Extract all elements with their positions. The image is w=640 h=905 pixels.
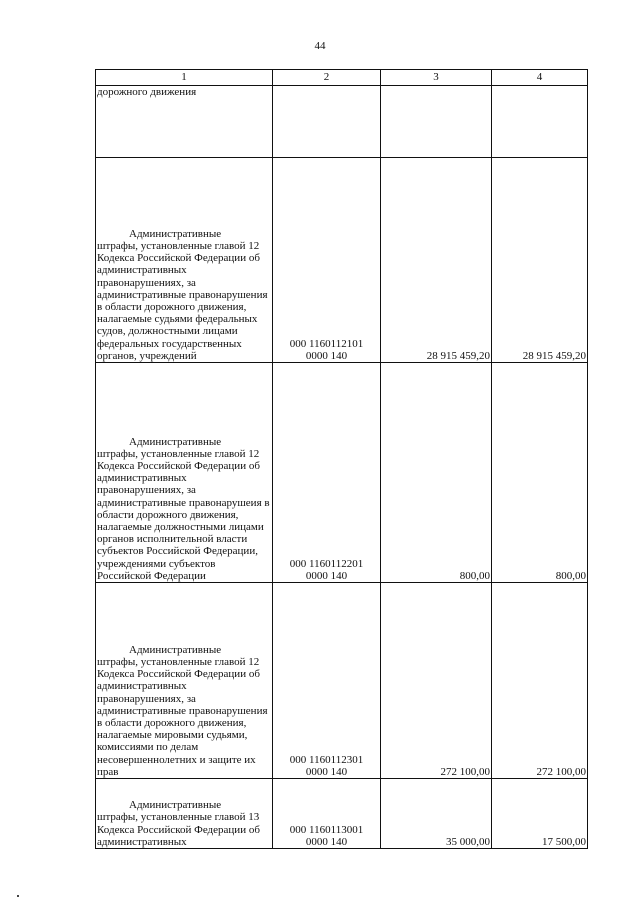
row-description-lead: Административные — [129, 435, 222, 448]
row-col4-value: 28 915 459,20 — [492, 158, 588, 363]
row-code — [273, 779, 381, 849]
table-row — [96, 779, 588, 849]
row-description — [96, 158, 273, 363]
row-col3-value: 28 915 459,20 — [381, 158, 492, 363]
row-col3-value — [381, 86, 492, 158]
row-description-lead: Административные — [129, 227, 222, 240]
code-line-2: 0000 140 — [305, 835, 348, 848]
row-col4-value: 272 100,00 — [492, 583, 588, 779]
row-description-lead: Административные — [129, 799, 222, 812]
row-description — [96, 86, 273, 158]
row-code — [273, 86, 381, 158]
row-description — [96, 583, 273, 779]
header-cell: 4 — [492, 70, 588, 86]
code-line-1: 000 1160112101 — [289, 337, 364, 350]
row-col4-value: 800,00 — [492, 363, 588, 583]
code-line-1: 000 1160113001 — [289, 823, 364, 836]
row-description — [96, 779, 273, 849]
header-cell: 2 — [273, 70, 381, 86]
row-description-text: штрафы, установленные главой 12 Кодекса Российской Федерации об административных правонарушениях, за административные правонарушения в области дорожного движения, налагаемые мировыми судьями, комиссиями по делам несовершеннолетних и защите их прав — [97, 655, 268, 778]
row-col3-value: 35 000,00 — [381, 779, 492, 849]
row-description-text: штрафы, установленные главой 12 Кодекса Российской Федерации об административных правонарушениях, за административные правонарушеия в области дорожного движения, налагаемые должностными лицами органов исполнительной власти субъектов Российской Федерации, учреждениями субъектов Российской Федерации — [97, 447, 270, 582]
budget-table — [95, 69, 588, 849]
row-code — [273, 158, 381, 363]
row-col4-value — [492, 86, 588, 158]
code-line-2: 0000 140 — [305, 349, 348, 362]
table-row — [96, 363, 588, 583]
scan-speck — [17, 895, 19, 897]
row-description-text: штрафы, установленные главой 13 Кодекса Российской Федерации об административных — [97, 811, 260, 848]
code-line-2: 0000 140 — [305, 765, 348, 778]
row-description — [96, 363, 273, 583]
page-number: 44 — [314, 40, 326, 52]
row-code — [273, 583, 381, 779]
table-row — [96, 583, 588, 779]
header-cell: 3 — [381, 70, 492, 86]
header-cell: 1 — [96, 70, 273, 86]
table-header-row — [96, 70, 588, 86]
code-line-2: 0000 140 — [305, 569, 348, 582]
row-col3-value: 800,00 — [381, 363, 492, 583]
code-line-1: 000 1160112301 — [289, 753, 364, 766]
row-code — [273, 363, 381, 583]
code-line-1: 000 1160112201 — [289, 557, 364, 570]
row-col4-value: 17 500,00 — [492, 779, 588, 849]
row-description-text: штрафы, установленные главой 12 Кодекса Российской Федерации об административных правонарушениях, за административные правонарушения в области дорожного движения, налагаемые судьями федеральных судов, должностными лицами федеральных государственных органов, учреждений — [97, 239, 268, 362]
table-row — [96, 86, 588, 158]
row-description-lead: Административные — [129, 643, 222, 656]
row-col3-value: 272 100,00 — [381, 583, 492, 779]
table-row — [96, 158, 588, 363]
row-description-text: дорожного движения — [97, 86, 197, 98]
